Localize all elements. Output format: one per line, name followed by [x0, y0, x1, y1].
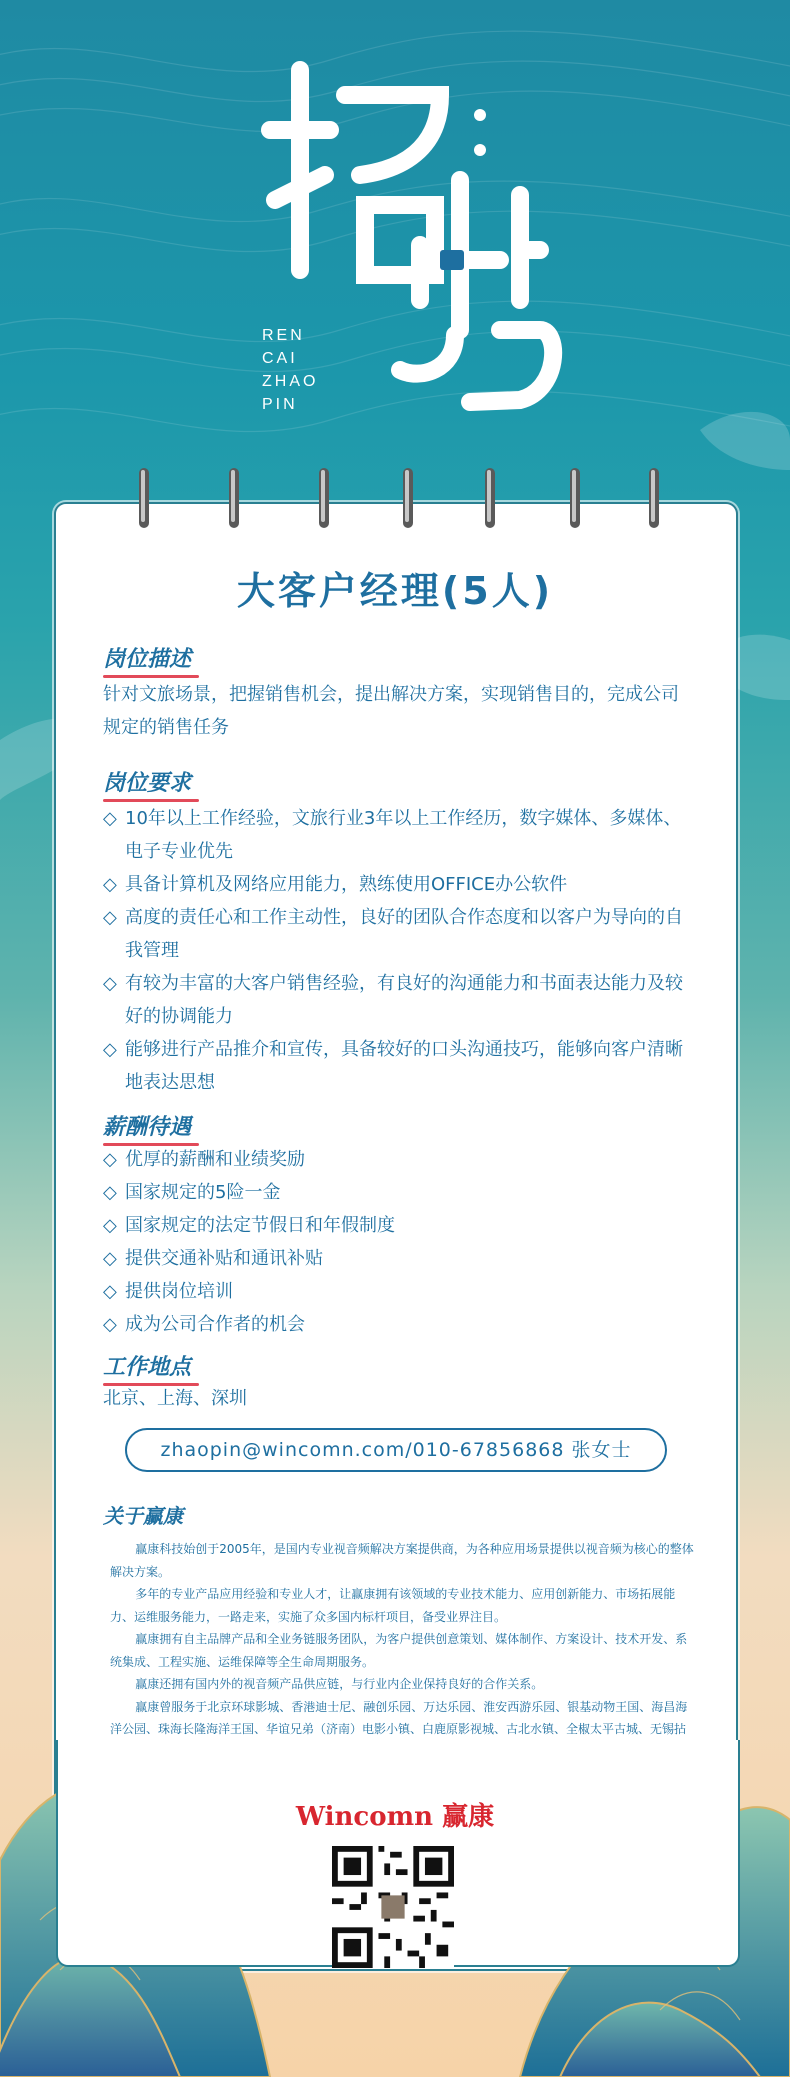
qr-code-icon[interactable] [332, 1846, 454, 1968]
pinyin-line: REN [262, 327, 305, 344]
list-item [103, 1308, 713, 1341]
contact-link[interactable]: zhaopin@wincomn.com/010-67856868 张女士 [125, 1428, 667, 1472]
list-item [103, 802, 713, 868]
about-paragraph: 多年的专业产品应用经验和专业人才，让赢康拥有该领域的专业技术能力、应用创新能力、市场拓展能力、运维服务能力，一路走来，实施了众多国内标杆项目，备受业界注目。 [110, 1587, 676, 1624]
list-item [103, 1143, 713, 1176]
diamond-outline-icon: ◇ [103, 1281, 117, 1302]
hero-title-graphic [0, 0, 790, 470]
list-item-line: 能够进行产品推介和宣传，具备较好的口头沟通技巧，能够向客户清晰 [125, 1039, 683, 1060]
requirements-list [103, 802, 713, 1099]
list-item-line: 电子专业优先 [125, 841, 233, 862]
list-item-line: 国家规定的法定节假日和年假制度 [125, 1215, 395, 1236]
list-item-line: 高度的责任心和工作主动性，良好的团队合作态度和以客户为导向的自 [125, 907, 683, 928]
list-item [103, 967, 713, 1033]
section-heading-text: 岗位要求 [103, 771, 192, 796]
about-text [110, 1538, 695, 1763]
benefits-list [103, 1143, 713, 1341]
list-item [103, 868, 713, 901]
list-item-line: 提供交通补贴和通讯补贴 [125, 1248, 323, 1269]
list-item-line: 优厚的薪酬和业绩奖励 [125, 1149, 305, 1170]
pinyin-caption [262, 324, 318, 416]
list-item [103, 1033, 713, 1099]
diamond-outline-icon: ◇ [103, 874, 117, 895]
list-item [103, 1176, 713, 1209]
list-item [103, 901, 713, 967]
description-line: 规定的销售任务 [103, 717, 229, 738]
job-title: 大客户经理(5人) [236, 569, 554, 613]
diamond-outline-icon: ◇ [103, 907, 117, 928]
about-paragraph: 赢康还拥有国内外的视音频产品供应链，与行业内企业保持良好的合作关系。 [135, 1677, 544, 1691]
brand-chinese: 赢康 [442, 1802, 495, 1832]
diamond-outline-icon: ◇ [103, 1215, 117, 1236]
list-item-line: 我管理 [125, 940, 179, 961]
section-heading-text: 岗位描述 [103, 647, 192, 672]
spiral-ring-icon [480, 466, 500, 536]
section-heading-benefits [103, 1110, 199, 1146]
list-item-line: 国家规定的5险一金 [125, 1182, 281, 1203]
list-item [103, 1242, 713, 1275]
list-item-line: 10年以上工作经验，文旅行业3年以上工作经历，数字媒体、多媒体、 [125, 808, 682, 829]
list-item-line: 有较为丰富的大客户销售经验，有良好的沟通能力和书面表达能力及较 [125, 973, 683, 994]
list-item-line: 好的协调能力 [125, 1006, 233, 1027]
about-paragraph: 赢康科技始创于2005年，是国内专业视音频解决方案提供商，为各种应用场景提供以视音频为核心的整体解决方案。 [110, 1542, 694, 1579]
diamond-outline-icon: ◇ [103, 1314, 117, 1335]
section-heading-description [103, 642, 199, 678]
diamond-outline-icon: ◇ [103, 1182, 117, 1203]
pinyin-line: PIN [262, 396, 298, 413]
spiral-ring-icon [224, 466, 244, 536]
hero-header [0, 0, 790, 470]
diamond-outline-icon: ◇ [103, 1039, 117, 1060]
spiral-ring-icon [644, 466, 664, 536]
pinyin-line: CAI [262, 350, 298, 367]
spiral-ring-icon [398, 466, 418, 536]
list-item [103, 1275, 713, 1308]
section-heading-text: 薪酬待遇 [103, 1115, 192, 1140]
diamond-outline-icon: ◇ [103, 1149, 117, 1170]
list-item [103, 1209, 713, 1242]
section-heading-text: 工作地点 [103, 1355, 192, 1380]
section-heading-requirements [103, 766, 199, 802]
list-item-line: 提供岗位培训 [125, 1281, 233, 1302]
section-heading-location [103, 1350, 199, 1386]
location-text: 北京、上海、深圳 [103, 1388, 247, 1409]
description-text [103, 678, 703, 744]
about-heading: 关于赢康 [103, 1504, 183, 1528]
spiral-ring-icon [314, 466, 334, 536]
diamond-outline-icon: ◇ [103, 808, 117, 829]
about-paragraph: 赢康拥有自主品牌产品和全业务链服务团队，为客户提供创意策划、媒体制作、方案设计、技术开发、系统集成、工程实施、运维保障等全生命周期服务。 [110, 1632, 688, 1669]
diamond-outline-icon: ◇ [103, 1248, 117, 1269]
spiral-ring-icon [134, 466, 154, 536]
diamond-outline-icon: ◇ [103, 973, 117, 994]
about-paragraph: 赢康曾服务于北京环球影城、香港迪士尼、融创乐园、万达乐园、淮安西游乐园、银基动物王国、海昌海洋公园、珠海长隆海洋王国、华谊兄弟（济南）电影小镇、白鹿原影视城、古北水镇、全椒太平古城、无锡拈 [110, 1699, 688, 1736]
brand-logo [0, 1796, 790, 1833]
list-item-line: 地表达思想 [125, 1072, 215, 1093]
spiral-ring-icon [565, 466, 585, 536]
brand-latin: Wincomn [295, 1802, 434, 1832]
list-item-line: 成为公司合作者的机会 [125, 1314, 305, 1335]
list-item-line: 具备计算机及网络应用能力，熟练使用OFFICE办公软件 [125, 874, 568, 895]
description-line: 针对文旅场景，把握销售机会，提出解决方案，实现销售目的，完成公司 [103, 684, 679, 705]
pinyin-line: ZHAO [262, 373, 319, 390]
